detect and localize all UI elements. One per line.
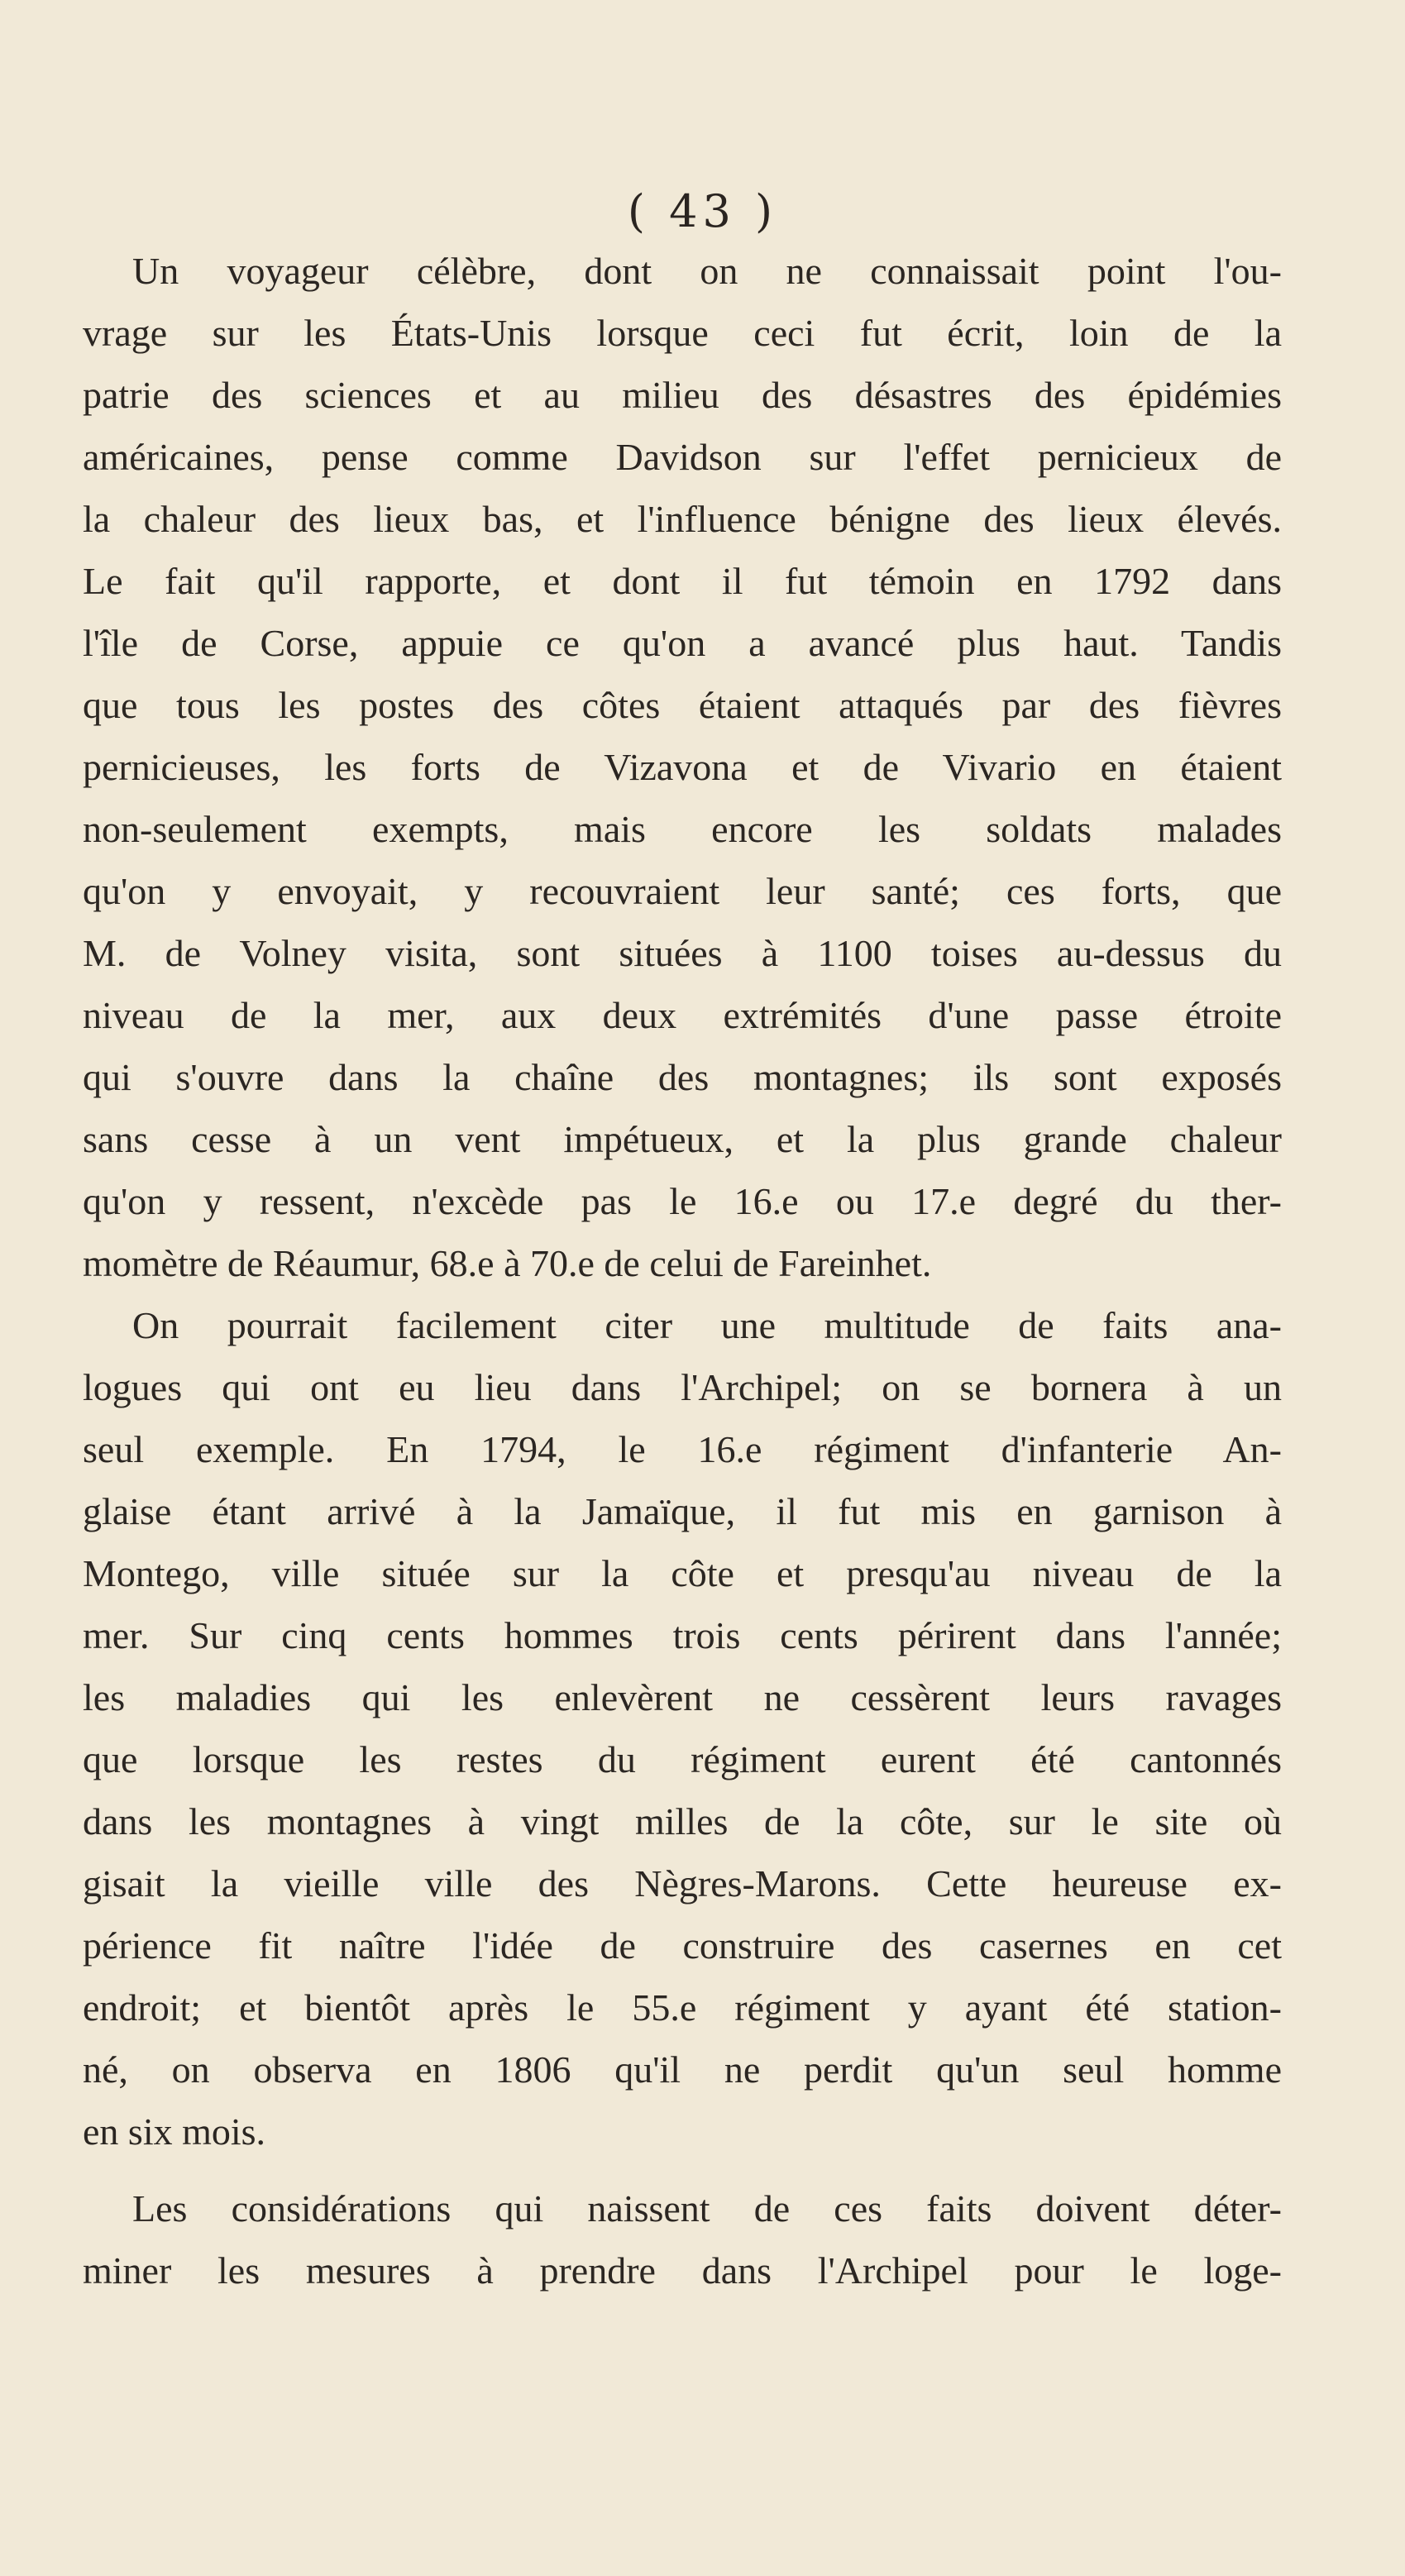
- text-line: Montego, ville située sur la côte et presqu'au niveau de la: [83, 1552, 1282, 1594]
- text-line: né, on observa en 1806 qu'il ne perdit qu'un seul homme: [83, 2048, 1282, 2091]
- text-line: seul exemple. En 1794, le 16.e régiment d'infanterie An-: [83, 1428, 1282, 1470]
- text-line: qu'on y envoyait, y recouvraient leur santé; ces forts, que: [83, 870, 1282, 912]
- text-line: non-seulement exempts, mais encore les soldats malades: [83, 808, 1282, 850]
- text-line: périence fit naître l'idée de construire des casernes en cet: [83, 1924, 1282, 1967]
- text-line: glaise étant arrivé à la Jamaïque, il fut mis en garnison à: [83, 1490, 1282, 1532]
- text-line: gisait la vieille ville des Nègres-Marons. Cette heureuse ex-: [83, 1862, 1282, 1905]
- text-line: endroit; et bientôt après le 55.e régiment y ayant été station-: [83, 1986, 1282, 2029]
- text-line: vrage sur les États-Unis lorsque ceci fut écrit, loin de la: [83, 312, 1282, 354]
- page-number: ( 43 ): [627, 185, 778, 237]
- text-line: momètre de Réaumur, 68.e à 70.e de celui de Fareinhet.: [83, 1242, 932, 1284]
- text-line: logues qui ont eu lieu dans l'Archipel; on se bornera à un: [83, 1366, 1282, 1408]
- text-line: qui s'ouvre dans la chaîne des montagnes; ils sont exposés: [83, 1056, 1282, 1098]
- text-line: américaines, pense comme Davidson sur l'effet pernicieux de: [83, 436, 1282, 478]
- text-line: qu'on y ressent, n'excède pas le 16.e ou 17.e degré du ther-: [83, 1180, 1282, 1222]
- text-line: que lorsque les restes du régiment eurent été cantonnés: [83, 1738, 1282, 1780]
- text-line: M. de Volney visita, sont situées à 1100 toises au-dessus du: [83, 932, 1282, 974]
- text-line: Un voyageur célèbre, dont on ne connaissait point l'ou-: [132, 250, 1282, 292]
- text-line: mer. Sur cinq cents hommes trois cents périrent dans l'année;: [83, 1614, 1282, 1656]
- text-line: miner les mesures à prendre dans l'Archipel pour le loge-: [83, 2249, 1282, 2292]
- text-line: la chaleur des lieux bas, et l'influence bénigne des lieux élevés.: [83, 498, 1282, 540]
- text-line: dans les montagnes à vingt milles de la côte, sur le site où: [83, 1800, 1282, 1842]
- text-line: On pourrait facilement citer une multitude de faits ana-: [132, 1304, 1282, 1346]
- text-line: Le fait qu'il rapporte, et dont il fut témoin en 1792 dans: [83, 560, 1282, 602]
- text-line: sans cesse à un vent impétueux, et la plus grande chaleur: [83, 1118, 1282, 1160]
- text-line: l'île de Corse, appuie ce qu'on a avancé plus haut. Tandis: [83, 622, 1282, 664]
- text-line: Les considérations qui naissent de ces faits doivent déter-: [132, 2187, 1282, 2230]
- text-line: patrie des sciences et au milieu des désastres des épidémies: [83, 374, 1282, 416]
- text-line: pernicieuses, les forts de Vizavona et de Vivario en étaient: [83, 746, 1282, 788]
- text-line: en six mois.: [83, 2110, 266, 2153]
- text-line: les maladies qui les enlevèrent ne cessèrent leurs ravages: [83, 1676, 1282, 1718]
- body-text: [83, 240, 1282, 2301]
- text-line: niveau de la mer, aux deux extrémités d'une passe étroite: [83, 994, 1282, 1036]
- text-line: que tous les postes des côtes étaient attaqués par des fièvres: [83, 684, 1282, 726]
